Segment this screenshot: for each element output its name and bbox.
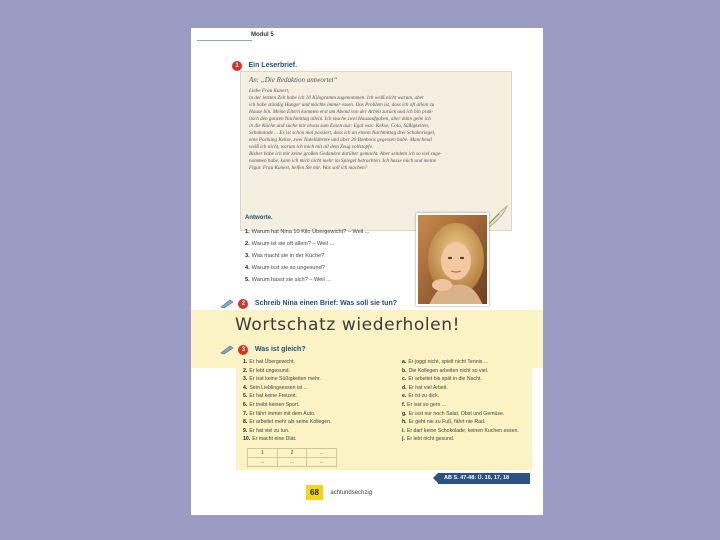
letter-line: eine Packung Kekse, zwei Nutellabrote und über 20 Bonbons gegessen habe. Manchmal bbox=[249, 137, 432, 143]
item-number: 6. bbox=[243, 401, 248, 408]
item-number: 4. bbox=[243, 384, 248, 391]
item-text: Er joggt nicht, spielt nicht Tennis ... bbox=[408, 359, 489, 365]
item-number: 8. bbox=[243, 419, 248, 426]
item-text: Er isst nur noch Salat, Obst und Gemüse. bbox=[408, 410, 505, 417]
question-number: 3. bbox=[245, 253, 250, 259]
list-item bbox=[245, 250, 370, 262]
question-number: 5. bbox=[245, 277, 250, 283]
list-item bbox=[245, 238, 370, 250]
list-item bbox=[402, 375, 519, 384]
list-item bbox=[243, 410, 332, 419]
module-header bbox=[191, 30, 543, 44]
question-number: 2. bbox=[245, 241, 250, 247]
question-text: Was macht sie in der Küche? bbox=[251, 253, 325, 259]
list-item bbox=[243, 375, 332, 384]
question-list bbox=[245, 226, 370, 286]
item-text: Er fährt immer mit dem Auto. bbox=[249, 410, 316, 417]
item-text: Er treibt keinen Sport. bbox=[249, 401, 300, 408]
item-letter: d. bbox=[402, 384, 407, 391]
letter-line: Bisher habe ich mir keine großen Gedanken darüber gemacht. Aber seitdem ich so viel zuge- bbox=[249, 151, 442, 157]
question-text: Warum ist sie oft allein? – Weil ... bbox=[251, 241, 335, 247]
list-item bbox=[245, 262, 370, 274]
list-item bbox=[243, 418, 332, 427]
exercise-2-number: 2 bbox=[238, 299, 248, 309]
letter-title: An: „Die Redaktion antwortet“ bbox=[249, 76, 338, 84]
item-text: Er geht nie zu Fuß, fährt nie Rad. bbox=[408, 419, 486, 426]
list-item bbox=[402, 384, 519, 393]
exercise-1-number: 1 bbox=[232, 61, 242, 71]
writing-pen-icon bbox=[220, 345, 234, 355]
list-item bbox=[245, 274, 370, 286]
textbook-page bbox=[191, 28, 543, 515]
item-letter: g. bbox=[402, 410, 407, 417]
item-text: Er hat keine Freizeit. bbox=[249, 393, 297, 400]
exercise-2-title: Schreib Nina einen Brief: Was soll sie tun? bbox=[254, 300, 398, 308]
workbook-reference: AB S. 47-48: Ü. 16, 17, 18 bbox=[438, 473, 530, 484]
list-item bbox=[243, 367, 332, 376]
item-text: Er hat viel zu tun. bbox=[249, 427, 290, 434]
item-letter: e. bbox=[402, 393, 407, 400]
module-label: Modul 5 bbox=[251, 32, 274, 38]
item-letter: i. bbox=[402, 427, 405, 434]
item-text: Er arbeitet mehr als seine Kollegen. bbox=[249, 419, 332, 426]
item-number: 10. bbox=[243, 436, 251, 443]
list-item bbox=[243, 384, 332, 393]
list-item bbox=[245, 226, 370, 238]
question-text: Warum hasst sie sich? – Weil ... bbox=[251, 277, 331, 283]
question-text: Warum hat Nina 10 Kilo Übergewicht? – Weil ... bbox=[251, 229, 370, 235]
page-footer bbox=[306, 484, 372, 502]
letter-line: Figur. Frau Kunert, helfen Sie mir. Was soll ich machen? bbox=[249, 165, 368, 171]
letter-line: Schokolade ... Es ist schon mal passiert, dass ich an einem Nachmittag drei Schokoriegel, bbox=[249, 130, 436, 136]
item-text: Er isst so gern ... bbox=[407, 401, 447, 408]
item-number: 2. bbox=[243, 367, 248, 374]
answer-grid bbox=[247, 448, 337, 467]
list-item bbox=[243, 435, 332, 444]
grid-answer-cell: ... bbox=[307, 458, 337, 467]
portrait-illustration bbox=[418, 215, 489, 306]
item-text: Er arbeitet bis spät in die Nacht. bbox=[408, 376, 482, 383]
item-letter: h. bbox=[402, 419, 407, 426]
letter-line: Liebe Frau Kunert, bbox=[249, 88, 290, 94]
item-number: 5. bbox=[243, 393, 248, 400]
list-item bbox=[243, 401, 332, 410]
item-text: Er hat Übergewicht. bbox=[249, 359, 295, 365]
item-text: Er macht eine Diät. bbox=[252, 436, 297, 443]
item-text: Sein Lieblingsessen ist ... bbox=[249, 384, 308, 391]
list-item bbox=[402, 392, 519, 401]
list-item bbox=[243, 427, 332, 436]
item-letter: a. bbox=[402, 359, 407, 365]
item-letter: f. bbox=[402, 401, 406, 408]
page-number-word: achtundsechzig bbox=[330, 489, 373, 496]
question-number: 1. bbox=[245, 229, 250, 235]
item-number: 7. bbox=[243, 410, 248, 417]
item-number: 1. bbox=[243, 359, 248, 365]
letter-line: ich habe ständig Hunger und möchte immer essen. Das Problem ist, dass ich oft allein zu bbox=[249, 102, 435, 108]
grid-answer-cell: ... bbox=[248, 458, 278, 467]
list-item bbox=[402, 435, 519, 444]
exercise-3-number: 3 bbox=[238, 345, 248, 355]
letter-line: tisch den ganzen Nachmittag allein. Ich mache zwei Hausaufgaben, aber dann gehe ich bbox=[249, 116, 431, 122]
question-number: 4. bbox=[245, 265, 250, 271]
header-rule bbox=[197, 40, 252, 41]
grid-header-cell: 2 bbox=[277, 449, 307, 458]
letter-line: in die Küche und suche mir etwas zum Essen aus: Egal was: Kekse, Cola, Süßigkeiten, bbox=[249, 123, 429, 129]
item-text: Er darf keine Schokolade, keinen Kuchen essen. bbox=[406, 427, 519, 434]
item-text: Er lebt nicht gesund. bbox=[406, 436, 455, 443]
item-text: Er isst keine Süßigkeiten mehr. bbox=[249, 376, 321, 383]
letter-line: in der letzten Zeit habe ich 10 Kilogramm zugenommen. Ich weiß nicht warum, aber bbox=[249, 95, 425, 101]
item-letter: j. bbox=[402, 436, 405, 443]
statement-list-left bbox=[243, 358, 332, 444]
table-row bbox=[248, 449, 337, 458]
question-text: Warum isst sie so ungesund? bbox=[251, 265, 325, 271]
exercise-3-title: Was ist gleich? bbox=[254, 346, 306, 354]
list-item bbox=[402, 358, 519, 367]
item-number: 9. bbox=[243, 427, 248, 434]
grid-header-cell: ... bbox=[307, 449, 337, 458]
list-item bbox=[243, 392, 332, 401]
item-text: Die Kollegen arbeiten nicht so viel. bbox=[408, 367, 489, 374]
list-item bbox=[402, 418, 519, 427]
item-number: 3. bbox=[243, 376, 248, 383]
table-row bbox=[248, 458, 337, 467]
list-item bbox=[402, 401, 519, 410]
letter-line: weiß ich nicht, warum ich mich mit all dem Zeug vollstopfe. bbox=[249, 144, 374, 150]
answers-title: Antworte. bbox=[245, 215, 273, 221]
grid-answer-cell: ... bbox=[277, 458, 307, 467]
letter-line: nommen habe, kann ich mich nicht mehr im Spiegel betrachten. Ich hasse mich und meine bbox=[249, 158, 436, 164]
reader-letter bbox=[240, 71, 512, 231]
letter-line: Hause bin. Meine Eltern kommen erst am Abend von der Arbeit zurück und ich bin prak- bbox=[249, 109, 434, 115]
girl-photo bbox=[416, 213, 489, 306]
item-text: Er ist zu dick. bbox=[408, 393, 440, 400]
grid-header-cell: 1 bbox=[248, 449, 278, 458]
page-number: 68 bbox=[306, 485, 323, 500]
statement-list-right bbox=[402, 358, 519, 444]
list-item bbox=[243, 358, 332, 367]
list-item bbox=[402, 367, 519, 376]
item-letter: b. bbox=[402, 367, 407, 374]
letter-body bbox=[249, 88, 503, 172]
item-letter: c. bbox=[402, 376, 407, 383]
writing-pen-icon bbox=[220, 299, 234, 309]
item-text: Er hat viel Arbeit. bbox=[408, 384, 448, 391]
list-item bbox=[402, 410, 519, 419]
exercise-1-title: Ein Leserbrief. bbox=[248, 62, 298, 70]
list-item bbox=[402, 427, 519, 436]
item-text: Er lebt ungesund. bbox=[249, 367, 290, 374]
vocabulary-title: Wortschatz wiederholen! bbox=[235, 315, 461, 335]
